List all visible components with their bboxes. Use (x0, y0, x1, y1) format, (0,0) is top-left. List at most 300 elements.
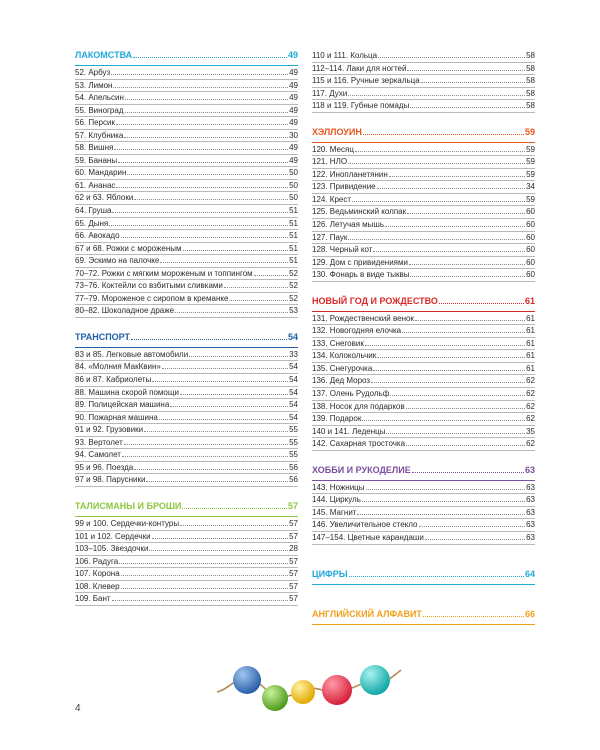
toc-section-halloween (312, 127, 535, 282)
dot-leader (390, 395, 525, 396)
entry-title: 146. Увеличительное стекло (312, 520, 418, 530)
toc-entry[interactable] (75, 293, 298, 306)
entry-title: 61. Ананас (75, 180, 116, 190)
entry-page: 49 (289, 105, 298, 115)
dot-leader (224, 287, 288, 288)
toc-section-heading[interactable] (312, 465, 535, 481)
toc-entry[interactable] (312, 194, 535, 207)
toc-entry[interactable] (75, 243, 298, 256)
dot-leader (182, 508, 287, 509)
toc-entry[interactable] (75, 568, 298, 581)
toc-entry[interactable] (75, 130, 298, 143)
dot-leader (373, 370, 525, 371)
entry-page: 58 (526, 51, 535, 60)
entry-page: 60 (526, 232, 535, 242)
entry-page: 54 (289, 362, 298, 372)
dot-leader (409, 264, 525, 265)
entry-page: 49 (289, 143, 298, 153)
entry-title: 108. Клевер (75, 581, 120, 591)
dot-leader (406, 445, 525, 446)
entry-title: 135. Снегурочка (312, 363, 373, 373)
entry-page: 50 (289, 180, 298, 190)
entry-page: 49 (289, 80, 298, 90)
section-title: ТАЛИСМАНЫ И БРОШИ (75, 500, 182, 511)
entry-page: 58 (526, 88, 535, 98)
toc-entry[interactable] (75, 180, 298, 193)
toc-entry[interactable] (312, 482, 535, 495)
toc-section-hobby (312, 465, 535, 545)
toc-section-heading[interactable] (75, 332, 298, 348)
entry-title: 126. Летучая мышь (312, 220, 384, 230)
toc-section-heading[interactable] (75, 50, 298, 66)
entry-page: 62 (526, 414, 535, 424)
dot-leader (377, 188, 525, 189)
toc-entry[interactable] (312, 181, 535, 194)
dot-leader (121, 237, 289, 238)
dot-leader (229, 300, 288, 301)
bead-teal (360, 665, 390, 695)
entry-title: 140 и 141. Леденцы (312, 426, 386, 436)
entry-page: 57 (289, 518, 298, 528)
entry-page: 63 (526, 507, 535, 517)
toc-entry[interactable] (312, 325, 535, 338)
dot-leader (180, 394, 288, 395)
bead-red (322, 675, 352, 705)
entry-title: 66. Авокадо (75, 231, 120, 241)
entry-page: 49 (289, 118, 298, 128)
toc-entry[interactable] (75, 424, 298, 437)
toc-entry[interactable] (312, 532, 535, 545)
toc-entry[interactable] (312, 269, 535, 282)
dot-leader (348, 95, 525, 96)
entry-page: 60 (526, 220, 535, 230)
entry-title: 103–105. Звездочки (75, 544, 149, 554)
toc-entry[interactable] (312, 219, 535, 232)
entry-title: 132. Новогодняя елочка (312, 326, 402, 336)
entry-title: 80–82. Шоколадное драже (75, 306, 175, 316)
entry-page: 60 (526, 207, 535, 217)
bead-green (262, 685, 288, 711)
dot-leader (355, 151, 525, 152)
entry-page: 52 (289, 268, 298, 278)
toc-entry[interactable] (312, 375, 535, 388)
dot-leader (149, 550, 288, 551)
toc-entry[interactable] (75, 305, 298, 318)
entry-title: 83 и 85. Легковые автомобили (75, 349, 189, 359)
entry-page: 61 (526, 338, 535, 348)
dot-leader (410, 107, 525, 108)
entry-title: 73–76. Коктейли со взбитыми сливками (75, 281, 223, 291)
dot-leader (127, 174, 288, 175)
entry-page: 63 (526, 532, 535, 542)
entry-title: 139. Подарок (312, 414, 362, 424)
dot-leader (152, 538, 289, 539)
toc-entry[interactable] (312, 338, 535, 351)
toc-entry[interactable] (75, 399, 298, 412)
section-title: ТРАНСПОРТ (75, 331, 131, 342)
toc-entry[interactable] (75, 412, 298, 425)
entry-title: 69. Эскимо на палочке (75, 256, 160, 266)
toc-entry[interactable] (312, 88, 535, 101)
toc-entry[interactable] (312, 232, 535, 245)
dot-leader (421, 82, 525, 83)
dot-leader (385, 226, 525, 227)
entry-title: 97 и 98. Парусники (75, 475, 146, 485)
toc-entry[interactable] (312, 363, 535, 376)
toc-entry[interactable] (75, 255, 298, 268)
entry-page: 61 (526, 351, 535, 361)
entry-title: 133. Снеговик (312, 338, 364, 348)
entry-title: 125. Ведьминский колпак (312, 207, 407, 217)
toc-entry[interactable] (75, 280, 298, 293)
toc-entry[interactable] (312, 494, 535, 507)
entry-title: 90. Пожарная машина (75, 412, 158, 422)
entry-page: 57 (289, 556, 298, 566)
entry-page: 33 (289, 349, 298, 359)
entry-title: 115 и 116. Ручные зеркальца (312, 76, 420, 86)
dot-leader (348, 239, 525, 240)
dot-leader (124, 137, 288, 138)
entry-title: 64. Груша (75, 206, 112, 216)
toc-entry[interactable] (75, 556, 298, 569)
dot-leader (152, 381, 288, 382)
dot-leader (357, 514, 525, 515)
entry-title: 131. Рождественский венок (312, 313, 414, 323)
dot-leader (254, 275, 288, 276)
dot-leader (389, 176, 525, 177)
entry-page: 60 (526, 245, 535, 255)
dot-leader (162, 368, 288, 369)
entry-page: 55 (289, 425, 298, 435)
section-title: ХЭЛЛОУИН (312, 126, 362, 137)
bead-blue (233, 666, 261, 694)
toc-section-heading[interactable] (75, 501, 298, 517)
entry-page: 59 (526, 157, 535, 167)
section-page: 63 (524, 464, 535, 475)
dot-leader (183, 250, 289, 251)
dot-leader (348, 163, 525, 164)
dot-leader (189, 356, 288, 357)
entry-title: 129. Дом с привидениями (312, 257, 408, 267)
toc-entry[interactable] (75, 387, 298, 400)
entry-title: 101 и 102. Сердечки (75, 531, 151, 541)
entry-title: 53. Лимон (75, 80, 113, 90)
entry-title: 52. Арбуз (75, 68, 111, 77)
entry-page: 53 (289, 306, 298, 316)
dot-leader (378, 57, 525, 58)
entry-page: 52 (289, 293, 298, 303)
dot-leader (122, 456, 288, 457)
toc-entry[interactable] (75, 437, 298, 450)
toc-entry[interactable] (312, 63, 535, 76)
entry-title: 55. Виноград (75, 105, 124, 115)
toc-entry[interactable] (312, 50, 535, 63)
toc-entry[interactable] (75, 155, 298, 168)
dot-leader (371, 382, 525, 383)
entry-page: 61 (526, 326, 535, 336)
entry-title: 109. Бант (75, 594, 111, 604)
dot-leader (133, 57, 287, 58)
dot-leader (180, 525, 288, 526)
toc-entry[interactable] (312, 401, 535, 414)
entry-page: 59 (526, 194, 535, 204)
dot-leader (366, 489, 526, 490)
entry-page: 57 (289, 594, 298, 604)
entry-page: 57 (289, 569, 298, 579)
toc-section-cont (312, 50, 535, 113)
entry-page: 58 (526, 76, 535, 86)
entry-page: 28 (289, 544, 298, 554)
entry-page: 63 (526, 482, 535, 492)
dot-leader (377, 357, 525, 358)
entry-page: 49 (289, 68, 298, 77)
dot-leader (111, 74, 288, 75)
entry-title: 67 и 68. Рожки с мороженым (75, 243, 182, 253)
entry-title: 138. Носок для подарков (312, 401, 405, 411)
dot-leader (423, 616, 524, 617)
page-number: 4 (75, 703, 81, 714)
dot-leader (170, 406, 288, 407)
entry-page: 50 (289, 193, 298, 203)
section-page: 59 (524, 126, 535, 137)
entry-page: 60 (526, 257, 535, 267)
toc-entry[interactable] (75, 67, 298, 80)
dot-leader (131, 339, 287, 340)
toc-section-heading[interactable] (312, 296, 535, 312)
dot-leader (412, 472, 524, 473)
dot-leader (402, 332, 525, 333)
toc-entry[interactable] (75, 581, 298, 594)
section-page: 49 (287, 50, 298, 60)
toc-entry[interactable] (75, 205, 298, 218)
section-page: 54 (287, 331, 298, 342)
entry-title: 94. Самолет (75, 450, 121, 460)
dot-leader (349, 576, 524, 577)
dot-leader (114, 149, 288, 150)
dot-leader (121, 575, 288, 576)
dot-leader (175, 312, 288, 313)
dot-leader (112, 212, 288, 213)
entry-title: 136. Дед Мороз (312, 376, 371, 386)
dot-leader (146, 481, 288, 482)
toc-entry[interactable] (75, 531, 298, 544)
dot-leader (425, 539, 525, 540)
toc-entry[interactable] (75, 80, 298, 93)
dot-leader (125, 99, 288, 100)
toc-entry[interactable] (75, 218, 298, 231)
dot-leader (109, 225, 288, 226)
toc-entry[interactable] (75, 361, 298, 374)
entry-page: 62 (526, 439, 535, 449)
dot-leader (121, 588, 288, 589)
entry-page: 51 (289, 243, 298, 253)
toc-entry[interactable] (75, 230, 298, 243)
entry-page: 62 (526, 389, 535, 399)
toc-entry[interactable] (312, 426, 535, 439)
entry-title: 88. Машина скорой помощи (75, 387, 179, 397)
dot-leader (407, 213, 525, 214)
dot-leader (419, 526, 526, 527)
dot-leader (406, 408, 525, 409)
entry-page: 51 (289, 206, 298, 216)
entry-title: 95 и 96. Поезда (75, 462, 134, 472)
toc-entry[interactable] (312, 169, 535, 182)
section-page: 57 (287, 500, 298, 511)
entry-page: 51 (289, 218, 298, 228)
toc-entry[interactable] (75, 167, 298, 180)
dot-leader (159, 419, 288, 420)
entry-page: 60 (526, 270, 535, 280)
section-page: 61 (524, 295, 535, 306)
toc-entry[interactable] (75, 192, 298, 205)
entry-title: 144. Циркуль (312, 495, 361, 505)
toc-section-heading[interactable] (312, 609, 535, 625)
entry-title: 60. Мандарин (75, 168, 127, 178)
dot-leader (362, 420, 525, 421)
entry-title: 143. Ножницы (312, 482, 365, 492)
entry-page: 51 (289, 256, 298, 266)
section-title: АНГЛИЙСКИЙ АЛФАВИТ (312, 608, 422, 619)
section-title: ХОББИ И РУКОДЕЛИЕ (312, 464, 411, 475)
toc-section-alphabet (312, 609, 535, 625)
entry-title: 77–79. Мороженое с сиропом в креманке (75, 293, 229, 303)
dot-leader (118, 162, 288, 163)
entry-title: 59. Бананы (75, 155, 118, 165)
entry-title: 89. Полицейская машина (75, 400, 170, 410)
entry-title: 110 и 111. Кольца (312, 51, 378, 60)
toc-entry[interactable] (312, 350, 535, 363)
entry-page: 59 (526, 144, 535, 154)
entry-title: 137. Олень Рудольф (312, 389, 390, 399)
dot-leader (125, 112, 289, 113)
toc-entry[interactable] (75, 92, 298, 105)
entry-page: 54 (289, 387, 298, 397)
toc-entry[interactable] (312, 144, 535, 157)
dot-leader (112, 600, 289, 601)
entry-title: 58. Вишня (75, 143, 114, 153)
section-page: 64 (524, 568, 535, 579)
entry-title: 56. Персик (75, 118, 115, 128)
toc-entry[interactable] (75, 349, 298, 362)
toc-left-column (75, 46, 298, 606)
bead-yellow (291, 680, 315, 704)
toc-entry[interactable] (312, 100, 535, 113)
entry-title: 65. Дыня (75, 218, 109, 228)
entry-title: 57. Клубника (75, 130, 124, 140)
dot-leader (439, 303, 524, 304)
entry-title: 134. Колокольчик (312, 351, 377, 361)
dot-leader (124, 444, 288, 445)
toc-entry[interactable] (312, 257, 535, 270)
entry-page: 55 (289, 437, 298, 447)
toc-entry[interactable] (75, 543, 298, 556)
toc-entry[interactable] (75, 105, 298, 118)
dot-leader (119, 563, 288, 564)
toc-entry[interactable] (312, 313, 535, 326)
entry-title: 84. «Молния МакКвин» (75, 362, 161, 372)
entry-page: 62 (526, 401, 535, 411)
entry-title: 127. Паук (312, 232, 348, 242)
toc-entry[interactable] (312, 206, 535, 219)
entry-title: 112–114. Лаки для ногтей (312, 63, 407, 73)
entry-title: 70–72. Рожки с мягким мороженым и топпингом (75, 268, 253, 278)
section-title: ЛАКОМСТВА (75, 50, 133, 60)
entry-page: 61 (526, 313, 535, 323)
toc-entry[interactable] (75, 462, 298, 475)
toc-entry[interactable] (312, 156, 535, 169)
entry-title: 93. Вертолет (75, 437, 123, 447)
entry-page: 57 (289, 581, 298, 591)
dot-leader (116, 187, 288, 188)
entry-page: 30 (289, 130, 298, 140)
toc-entry[interactable] (75, 268, 298, 281)
toc-section-heading[interactable] (312, 127, 535, 143)
entry-page: 63 (526, 495, 535, 505)
entry-title: 121. НЛО (312, 157, 348, 167)
beads-illustration (215, 650, 405, 720)
entry-title: 124. Крест (312, 194, 352, 204)
entry-page: 34 (526, 182, 535, 192)
dot-leader (134, 469, 288, 470)
toc-entry[interactable] (75, 518, 298, 531)
entry-title: 91 и 92. Грузовики (75, 425, 144, 435)
toc-entry[interactable] (312, 388, 535, 401)
toc-entry[interactable] (312, 438, 535, 451)
toc-entry[interactable] (75, 142, 298, 155)
section-title: НОВЫЙ ГОД И РОЖДЕСТВО (312, 295, 438, 306)
entry-title: 145. Магнит (312, 507, 357, 517)
toc-entry[interactable] (312, 244, 535, 257)
toc-entry[interactable] (75, 117, 298, 130)
entry-title: 62 и 63. Яблоки (75, 193, 134, 203)
toc-section-charms (75, 501, 298, 606)
toc-section-digits (312, 569, 535, 585)
toc-entry[interactable] (312, 75, 535, 88)
entry-title: 86 и 87. Кабриолеты (75, 375, 152, 385)
dot-leader (362, 501, 525, 502)
entry-page: 54 (289, 375, 298, 385)
toc-entry[interactable] (75, 593, 298, 606)
entry-page: 56 (289, 475, 298, 485)
toc-entry[interactable] (312, 507, 535, 520)
entry-page: 61 (526, 363, 535, 373)
toc-entry[interactable] (75, 449, 298, 462)
toc-section-heading[interactable] (312, 569, 535, 585)
dot-leader (365, 345, 525, 346)
entry-page: 55 (289, 450, 298, 460)
entry-title: 123. Привидение (312, 182, 376, 192)
entry-page: 58 (526, 63, 535, 73)
toc-section-newyear (312, 296, 535, 451)
section-page: 66 (524, 608, 535, 619)
entry-page: 54 (289, 412, 298, 422)
section-title: ЦИФРЫ (312, 568, 348, 579)
entry-page: 35 (526, 426, 535, 436)
toc-entry[interactable] (75, 374, 298, 387)
entry-title: 118 и 119. Губные помады (312, 101, 410, 111)
toc-entry[interactable] (75, 474, 298, 487)
entry-page: 63 (526, 520, 535, 530)
toc-section-sweets (75, 50, 298, 318)
dot-leader (415, 320, 525, 321)
toc-entry[interactable] (312, 519, 535, 532)
toc-entry[interactable] (312, 413, 535, 426)
entry-page: 56 (289, 462, 298, 472)
entry-title: 122. Инопланетянин (312, 169, 388, 179)
entry-page: 62 (526, 376, 535, 386)
entry-page: 51 (289, 231, 298, 241)
dot-leader (407, 70, 525, 71)
